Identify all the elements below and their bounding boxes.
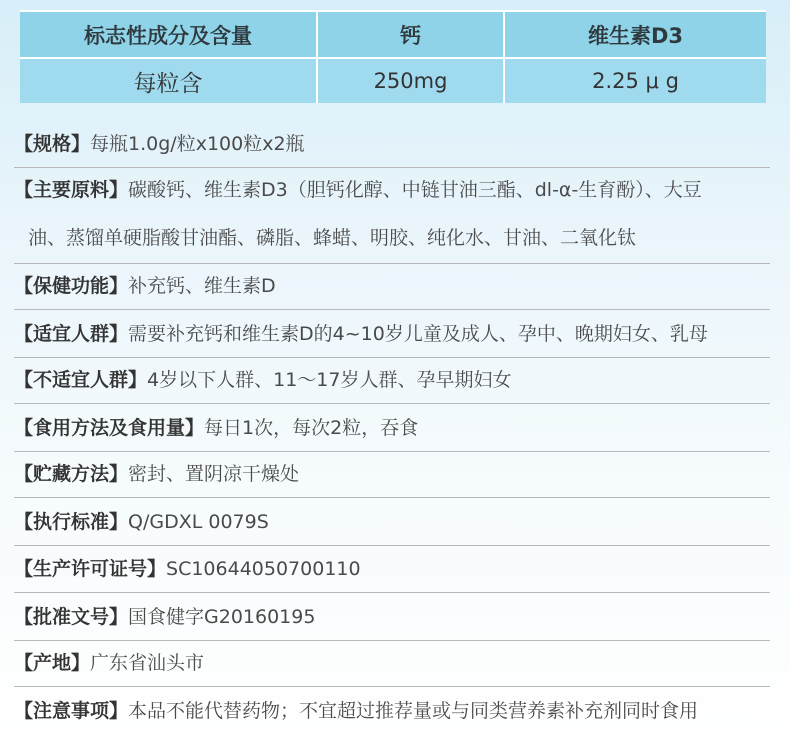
spec-label: 【批准文号】 <box>14 606 129 628</box>
nutrition-header-vitamin-d3: 维生素D3 <box>505 12 766 57</box>
nutrition-value-per-capsule: 每粒含 <box>20 57 318 103</box>
nutrition-header-calcium: 钙 <box>318 12 505 57</box>
spec-label: 【产地】 <box>14 652 91 674</box>
spec-row-storage <box>14 452 770 498</box>
spec-row-function <box>14 264 770 310</box>
spec-value: Q/GDXL 0079S <box>128 511 269 533</box>
spec-row-specification <box>14 120 770 168</box>
spec-label: 【生产许可证号】 <box>14 558 167 580</box>
spec-row-unsuitable <box>14 358 770 404</box>
spec-value: 广东省汕头市 <box>90 652 205 674</box>
nutrition-value-vitamin-d3: 2.25 μ g <box>505 57 766 103</box>
spec-label: 【贮藏方法】 <box>14 463 129 485</box>
spec-list <box>14 120 770 735</box>
spec-value: 本品不能代替药物；不宜超过推荐量或与同类营养素补充剂同时食用 <box>128 700 699 722</box>
ingredients-line-1 <box>14 178 702 202</box>
spec-row-standard <box>14 498 770 546</box>
spec-value: 4岁以下人群、11〜17岁人群、孕早期妇女 <box>147 369 512 391</box>
spec-value: 每日1次，每次2粒，吞食 <box>204 417 419 439</box>
spec-row-notice <box>14 687 770 735</box>
spec-value: 补充钙、维生素D <box>128 275 276 297</box>
spec-row-approval <box>14 593 770 641</box>
spec-value: 每瓶1.0g/粒x100粒x2瓶 <box>90 133 305 155</box>
spec-label: 【食用方法及食用量】 <box>14 417 205 439</box>
spec-row-license <box>14 546 770 593</box>
spec-value: 国食健字G20160195 <box>128 606 316 628</box>
spec-value: SC10644050700110 <box>166 558 361 580</box>
spec-label: 【保健功能】 <box>14 275 129 297</box>
nutrition-header-component: 标志性成分及含量 <box>20 12 318 57</box>
ingredients-text: 碳酸钙、维生素D3（胆钙化醇、中链甘油三酯、dl-α-生育酚）、大豆 <box>128 179 702 201</box>
ingredients-line-2: 油、蒸馏单硬脂酸甘油酯、磷脂、蜂蜡、明胶、纯化水、甘油、二氧化钛 <box>28 227 637 249</box>
spec-value: 需要补充钙和维生素D的4~10岁儿童及成人、孕中、晚期妇女、乳母 <box>128 323 708 345</box>
spec-label: 【适宜人群】 <box>14 323 129 345</box>
spec-row-origin <box>14 641 770 687</box>
spec-label: 【执行标准】 <box>14 511 129 533</box>
spec-row-suitable <box>14 310 770 358</box>
spec-label: 【不适宜人群】 <box>14 369 148 391</box>
spec-row-usage <box>14 404 770 452</box>
nutrition-value-calcium: 250mg <box>318 57 505 103</box>
ingredients-label: 【主要原料】 <box>14 179 129 201</box>
spec-label: 【注意事项】 <box>14 700 129 722</box>
spec-label: 【规格】 <box>14 133 91 155</box>
spec-value: 密封、置阴凉干燥处 <box>128 463 300 485</box>
nutrition-table <box>20 10 766 101</box>
